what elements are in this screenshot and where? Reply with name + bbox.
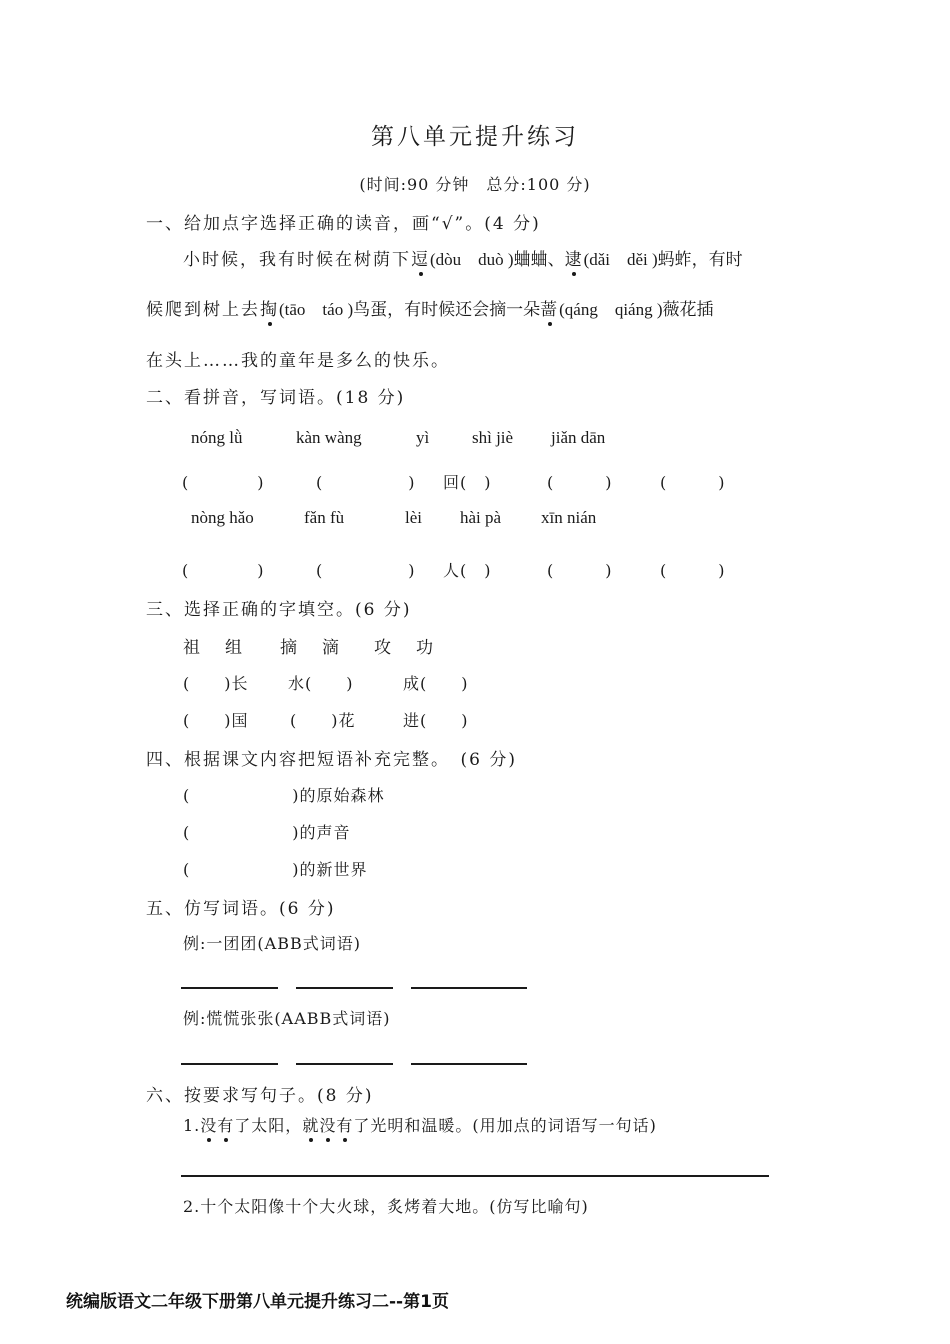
dotted-char: 就 [302, 1113, 319, 1136]
pinyin: fǎn fù [304, 508, 345, 527]
fill-item[interactable]: ( )长 [183, 674, 249, 693]
q1-text: 候爬到树上去 [146, 300, 260, 320]
phrase-fill[interactable]: ( )的原始森林 [183, 786, 385, 805]
answer-blank[interactable]: ( ) [547, 561, 613, 580]
pinyin: jiǎn dān [551, 428, 606, 447]
q1-options-3: (tāo táo )鸟蛋，有时候还会摘一朵 [279, 300, 541, 319]
answer-blank[interactable]: ( ) [660, 473, 726, 492]
fill-item[interactable]: ( )国 [183, 711, 249, 730]
answer-blank[interactable]: 人( ) [443, 561, 492, 580]
fill-item[interactable]: ( )花 [290, 711, 356, 730]
sentence-2: 2.十个太阳像十个大火球，炙烤着大地。(仿写比喻句) [183, 1197, 589, 1216]
dotted-char: 蔷 [540, 295, 559, 320]
q1-line-1 [183, 245, 743, 270]
dotted-char: 掏 [260, 295, 279, 320]
q1-line-3: 在头上……我的童年是多么的快乐。 [146, 351, 450, 371]
write-line[interactable] [411, 1063, 527, 1065]
q1-heading: 一、给加点字选择正确的读音，画“√”。(4 分) [146, 214, 541, 234]
dotted-char: 有 [217, 1113, 234, 1136]
dotted-char: 逮 [565, 245, 584, 270]
dotted-char: 有 [336, 1113, 353, 1136]
item-number: 1. [183, 1116, 201, 1135]
fill-item[interactable]: 进( ) [403, 711, 469, 730]
fill-item[interactable]: 水( ) [288, 674, 354, 693]
write-line[interactable] [296, 987, 393, 989]
choice-pair: 摘 滴 [280, 638, 343, 658]
answer-blank[interactable]: ( ) [316, 561, 416, 580]
answer-blank[interactable]: ( ) [660, 561, 726, 580]
write-line[interactable] [181, 1063, 278, 1065]
q1-options-2: (dǎi děi )蚂蚱，有时 [583, 250, 743, 269]
phrase-fill[interactable]: ( )的新世界 [183, 860, 368, 879]
sentence-text: 了光明和温暖。(用加点的词语写一句话) [353, 1116, 657, 1135]
sentence-text: 了太阳， [234, 1116, 303, 1135]
write-line[interactable] [411, 987, 527, 989]
dotted-char: 没 [200, 1113, 217, 1136]
write-line[interactable] [181, 987, 278, 989]
answer-blank[interactable]: ( ) [182, 561, 265, 580]
answer-blank[interactable]: ( ) [316, 473, 416, 492]
exam-info: (时间:90 分钟 总分:100 分) [359, 175, 591, 194]
answer-blank[interactable]: 回( ) [443, 473, 492, 492]
page-title: 第八单元提升练习 [371, 124, 579, 150]
pinyin: lèi [405, 508, 422, 527]
dotted-char: 没 [319, 1113, 336, 1136]
q3-heading: 三、选择正确的字填空。(6 分) [146, 600, 412, 620]
pinyin: kàn wàng [296, 428, 362, 447]
example-aabb: 例:慌慌张张(AABB式词语) [183, 1009, 391, 1028]
q4-heading: 四、根据课文内容把短语补充完整。 (6 分) [146, 750, 517, 770]
dotted-char: 逗 [411, 245, 430, 270]
pinyin: xīn nián [541, 508, 597, 527]
choice-pair: 攻 功 [374, 638, 437, 658]
write-line[interactable] [296, 1063, 393, 1065]
q6-heading: 六、按要求写句子。(8 分) [146, 1086, 374, 1106]
fill-item[interactable]: 成( ) [403, 674, 469, 693]
page-footer: 统编版语文二年级下册第八单元提升练习二--第1页 [66, 1292, 449, 1312]
pinyin: hài pà [460, 508, 502, 527]
example-abb: 例:一团团(ABB式词语) [183, 934, 361, 953]
choice-pair: 祖 组 [183, 638, 246, 658]
sentence-1 [183, 1113, 657, 1136]
q2-heading: 二、看拼音，写词语。(18 分) [146, 388, 406, 408]
pinyin: yì [416, 428, 430, 447]
write-line[interactable] [181, 1175, 769, 1177]
pinyin: nòng hǎo [191, 508, 254, 527]
q1-line-2 [146, 295, 714, 320]
phrase-fill[interactable]: ( )的声音 [183, 823, 351, 842]
answer-blank[interactable]: ( ) [547, 473, 613, 492]
pinyin: nóng lǜ [191, 428, 243, 447]
answer-blank[interactable]: ( ) [182, 473, 265, 492]
q1-text: 小时候，我有时候在树荫下 [183, 250, 411, 270]
q1-options-1: (dòu duò )蛐蛐、 [430, 250, 565, 269]
q1-options-4: (qáng qiáng )薇花插 [559, 300, 714, 319]
pinyin: shì jiè [472, 428, 514, 447]
q5-heading: 五、仿写词语。(6 分) [146, 899, 336, 919]
